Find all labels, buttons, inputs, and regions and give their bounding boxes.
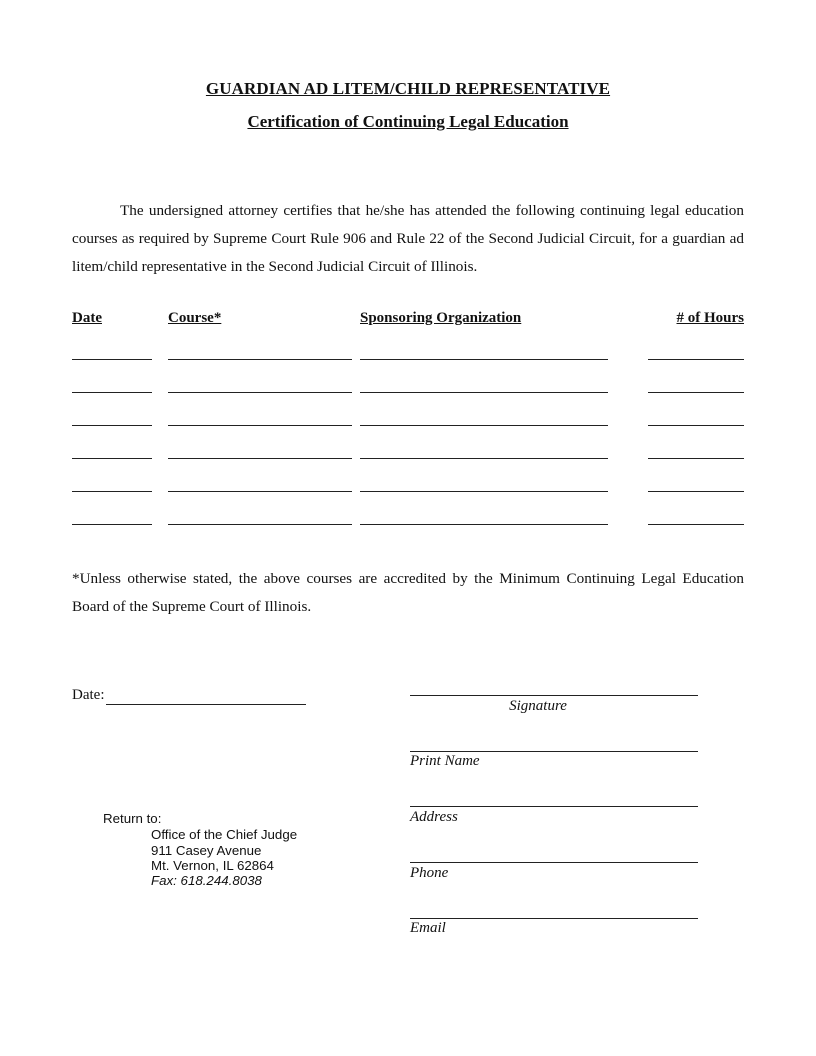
column-header-hours: # of Hours — [676, 310, 744, 326]
return-city: Mt. Vernon, IL 62864 — [151, 858, 274, 873]
row-5-course-field[interactable] — [168, 491, 352, 492]
phone-label: Phone — [410, 865, 449, 881]
address-label: Address — [410, 809, 458, 825]
row-4-course-field[interactable] — [168, 458, 352, 459]
row-5-hours-field[interactable] — [648, 491, 744, 492]
column-header-date: Date — [72, 310, 102, 326]
return-to-label: Return to: — [103, 811, 162, 826]
row-3-date-field[interactable] — [72, 425, 152, 426]
email-field[interactable] — [410, 918, 698, 919]
row-3-org-field[interactable] — [360, 425, 608, 426]
row-2-date-field[interactable] — [72, 392, 152, 393]
print-name-label: Print Name — [410, 753, 480, 769]
row-1-org-field[interactable] — [360, 359, 608, 360]
row-6-course-field[interactable] — [168, 524, 352, 525]
row-1-hours-field[interactable] — [648, 359, 744, 360]
row-3-course-field[interactable] — [168, 425, 352, 426]
footnote: *Unless otherwise stated, the above courses are accredited by the Minimum Continuing Legal Education Board of the Supreme Court of Illinois. — [72, 570, 744, 615]
row-6-hours-field[interactable] — [648, 524, 744, 525]
row-1-date-field[interactable] — [72, 359, 152, 360]
column-header-course: Course* — [168, 310, 222, 326]
form-title: GUARDIAN AD LITEM/CHILD REPRESENTATIVE — [205, 79, 611, 98]
row-4-date-field[interactable] — [72, 458, 152, 459]
row-2-hours-field[interactable] — [648, 392, 744, 393]
row-4-org-field[interactable] — [360, 458, 608, 459]
form-subtitle: Certification of Continuing Legal Education — [247, 112, 569, 131]
row-3-hours-field[interactable] — [648, 425, 744, 426]
return-office: Office of the Chief Judge — [151, 827, 298, 842]
column-header-sponsoring-organization: Sponsoring Organization — [360, 310, 522, 326]
row-5-date-field[interactable] — [72, 491, 152, 492]
row-6-date-field[interactable] — [72, 524, 152, 525]
address-field[interactable] — [410, 806, 698, 807]
intro-text: The undersigned attorney certifies that he/she has attended the following continuing legal education courses as required by Supreme Court Rule 906 and Rule 22 of the Second Judicial Circuit, for a guardian ad litem/child representative in the Second Judicial Circuit of Illinois. — [72, 202, 744, 275]
return-fax: Fax: 618.244.8038 — [151, 873, 262, 888]
row-2-org-field[interactable] — [360, 392, 608, 393]
row-4-hours-field[interactable] — [648, 458, 744, 459]
signature-field[interactable] — [410, 695, 698, 696]
date-field[interactable] — [106, 704, 306, 705]
row-1-course-field[interactable] — [168, 359, 352, 360]
signature-label: Signature — [509, 698, 567, 714]
row-5-org-field[interactable] — [360, 491, 608, 492]
date-label: Date: — [72, 687, 105, 703]
intro-paragraph — [72, 197, 744, 281]
return-street: 911 Casey Avenue — [151, 843, 262, 858]
print-name-field[interactable] — [410, 751, 698, 752]
phone-field[interactable] — [410, 862, 698, 863]
row-2-course-field[interactable] — [168, 392, 352, 393]
row-6-org-field[interactable] — [360, 524, 608, 525]
email-label: Email — [410, 920, 446, 936]
